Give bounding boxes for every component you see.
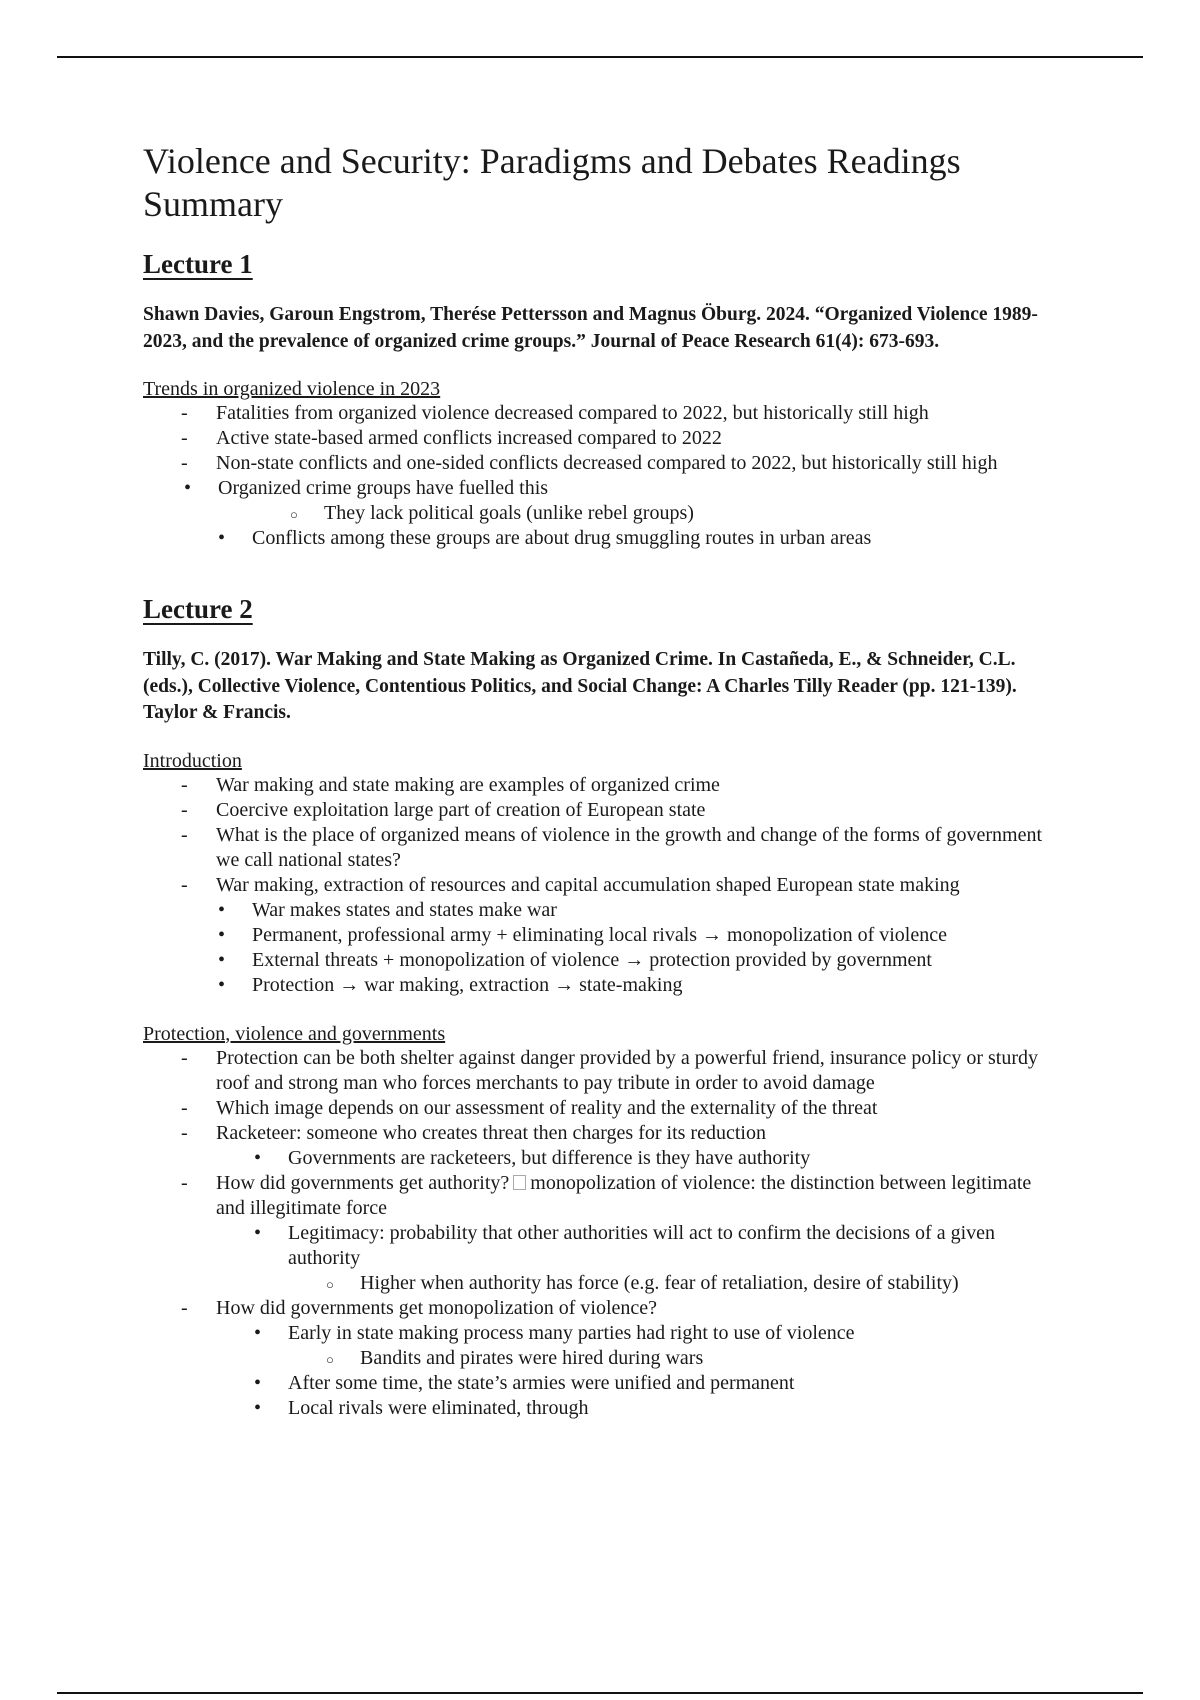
missing-glyph-icon (513, 1175, 526, 1190)
list-item: • Legitimacy: probability that other authorities will act to confirm the decisions of a given authority (288, 1221, 1053, 1271)
protection-sublist-4 (143, 1371, 1053, 1421)
list-item: • Early in state making process many parties had right to use of violence (288, 1321, 1053, 1346)
section-protection-heading: Protection, violence and governments (143, 1022, 446, 1045)
list-item: - Non-state conflicts and one-sided conflicts decreased compared to 2022, but historically still high (143, 451, 1053, 476)
document-title: Violence and Security: Paradigms and Debates Readings Summary (143, 141, 961, 224)
section-introduction-heading: Introduction (143, 749, 242, 772)
protection-sublist-1 (143, 1146, 1053, 1171)
list-item: - War making and state making are examples of organized crime (143, 773, 1053, 798)
protection-list (143, 1046, 1053, 1146)
list-item: - Which image depends on our assessment of reality and the externality of the threat (143, 1096, 1053, 1121)
lecture-1-heading: Lecture 1 (143, 249, 253, 279)
bottom-rule (57, 1692, 1143, 1694)
list-item: - What is the place of organized means of violence in the growth and change of the forms of government we call national states? (143, 823, 1053, 873)
list-item: • War makes states and states make war (252, 898, 1053, 923)
list-item: • External threats + monopolization of violence → protection provided by government (252, 948, 1053, 973)
list-item: • Permanent, professional army + eliminating local rivals → monopolization of violence (252, 923, 1053, 948)
list-item: ○ They lack political goals (unlike rebel groups) (324, 501, 1053, 526)
question-text: How did governments get authority? (216, 1171, 510, 1194)
list-item: - Protection can be both shelter against danger provided by a powerful friend, insurance policy or sturdy roof and strong man who forces merchants to pay tribute in order to avoid damage (143, 1046, 1053, 1096)
lecture-2-heading: Lecture 2 (143, 594, 253, 624)
bullet-text: Organized crime groups have fuelled this (218, 477, 549, 499)
list-item (143, 1171, 1053, 1221)
lecture-1-citation: Shawn Davies, Garoun Engstrom, Therése Pettersson and Magnus Öburg. 2024. “Organized Violence 1989-2023, and the prevalence of organized crime groups.” Journal of Peace Research 61(4): 673-693. (143, 304, 1038, 352)
list-item: • Local rivals were eliminated, through (288, 1396, 1053, 1421)
list-item: - Racketeer: someone who creates threat then charges for its reduction (143, 1121, 1053, 1146)
protection-sublist-2 (143, 1221, 1053, 1271)
protection-list-3 (143, 1296, 1053, 1321)
introduction-list (143, 773, 1053, 898)
list-item (218, 476, 1019, 501)
list-item: - Coercive exploitation large part of creation of European state (143, 798, 1053, 823)
list-item: - War making, extraction of resources and capital accumulation shaped European state making (143, 873, 1053, 898)
protection-sublist-3 (143, 1321, 1053, 1346)
protection-subsublist-1 (143, 1271, 1053, 1296)
answer-text: monopolization of violence: the distinction between legitimate and illegitimate force (216, 1171, 1032, 1219)
lecture-2-citation: Tilly, C. (2017). War Making and State Making as Organized Crime. In Castañeda, E., & Schneider, C.L. (eds.), Collective Violence, Contentious Politics, and Social Change: A Charles Tilly Reader (pp. 121-139). Taylor & Francis. (143, 649, 1017, 723)
list-item: • Conflicts among these groups are about drug smuggling routes in urban areas (252, 526, 1053, 551)
trends-sublist-2 (143, 526, 1053, 551)
protection-subsublist-2 (143, 1346, 1053, 1371)
trends-list (143, 401, 1053, 476)
protection-list-2 (143, 1171, 1053, 1221)
section-trends-heading: Trends in organized violence in 2023 (143, 378, 441, 400)
list-item: - Fatalities from organized violence decreased compared to 2022, but historically still high (143, 401, 1053, 426)
introduction-sublist (143, 898, 1053, 998)
list-item: • Protection → war making, extraction → state-making (252, 973, 1053, 998)
list-item: • Governments are racketeers, but difference is they have authority (288, 1146, 1053, 1171)
list-item: ○ Higher when authority has force (e.g. fear of retaliation, desire of stability) (360, 1271, 1053, 1296)
list-item: ○ Bandits and pirates were hired during wars (360, 1346, 1053, 1371)
list-item: • After some time, the state’s armies were unified and permanent (288, 1371, 1053, 1396)
trends-sublist (143, 476, 1053, 501)
list-item: - Active state-based armed conflicts increased compared to 2022 (143, 426, 1053, 451)
trends-subsublist (143, 501, 1053, 526)
list-item: - How did governments get monopolization of violence? (143, 1296, 1053, 1321)
document-page (143, 140, 1053, 1421)
top-rule (57, 56, 1143, 58)
